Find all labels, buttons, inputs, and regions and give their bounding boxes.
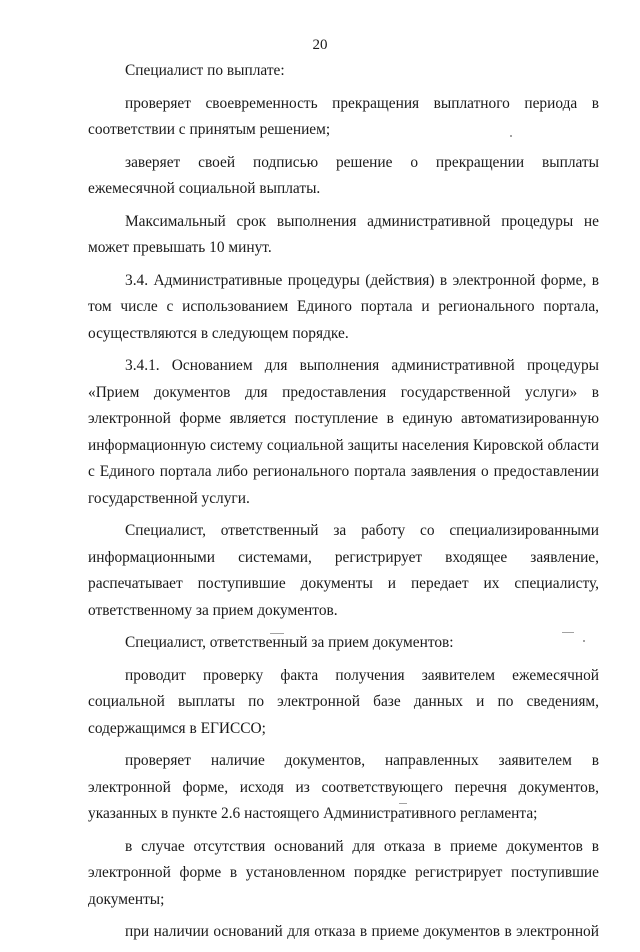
paragraph: Специалист по выплате: — [125, 62, 285, 79]
paragraph: при наличии оснований для отказа в приеме документов в электронной — [125, 923, 599, 940]
document-body — [88, 58, 599, 952]
scan-artifact — [510, 135, 512, 137]
paragraph: в случае отсутствия оснований для отказа в приеме документов в электронной форме в установленном порядке регистрирует поступившие документы; — [88, 837, 599, 908]
scan-artifact — [562, 632, 574, 633]
paragraph: Специалист, ответственный за прием документов: — [125, 634, 454, 651]
scan-artifact — [583, 640, 585, 642]
scan-artifact — [270, 633, 284, 634]
paragraph: проверяет наличие документов, направленных заявителем в электронной форме, исходя из соответствующего перечня документов, указанных в пункте 2.6 настоящего Административного регламента; — [88, 752, 599, 822]
paragraph: 3.4. Административные процедуры (действия) в электронной форме, в том числе с использованием Единого портала и регионального портала, осуществляются в следующем порядке. — [88, 271, 599, 342]
page-number: 20 — [312, 37, 328, 53]
paragraph: проводит проверку факта получения заявителем ежемесячной социальной выплаты по электронной базе данных и по сведениям, содержащимся в ЕГИССО; — [88, 666, 599, 737]
paragraph: Максимальный срок выполнения административной процедуры не может превышать 10 минут. — [88, 212, 599, 256]
paragraph: заверяет своей подписью решение о прекращении выплаты ежемесячной социальной выплаты. — [88, 153, 599, 197]
scan-artifact — [399, 803, 407, 804]
paragraph: 3.4.1. Основанием для выполнения административной процедуры «Прием документов для предоставления государственной услуги» в электронной форме является поступление в единую автоматизированную информационную систему социальной защиты населения Кировской области с Единого портала либо регионального портала заявления о предоставлении государственной услуги. — [88, 357, 599, 507]
paragraph: проверяет своевременность прекращения выплатного периода в соответствии с принятым решением; — [88, 94, 599, 138]
paragraph: Специалист, ответственный за работу со специализированными информационными системами, регистрирует входящее заявление, распечатывает поступившие документы и передает их специалисту, ответственному за прием документов. — [88, 522, 599, 619]
